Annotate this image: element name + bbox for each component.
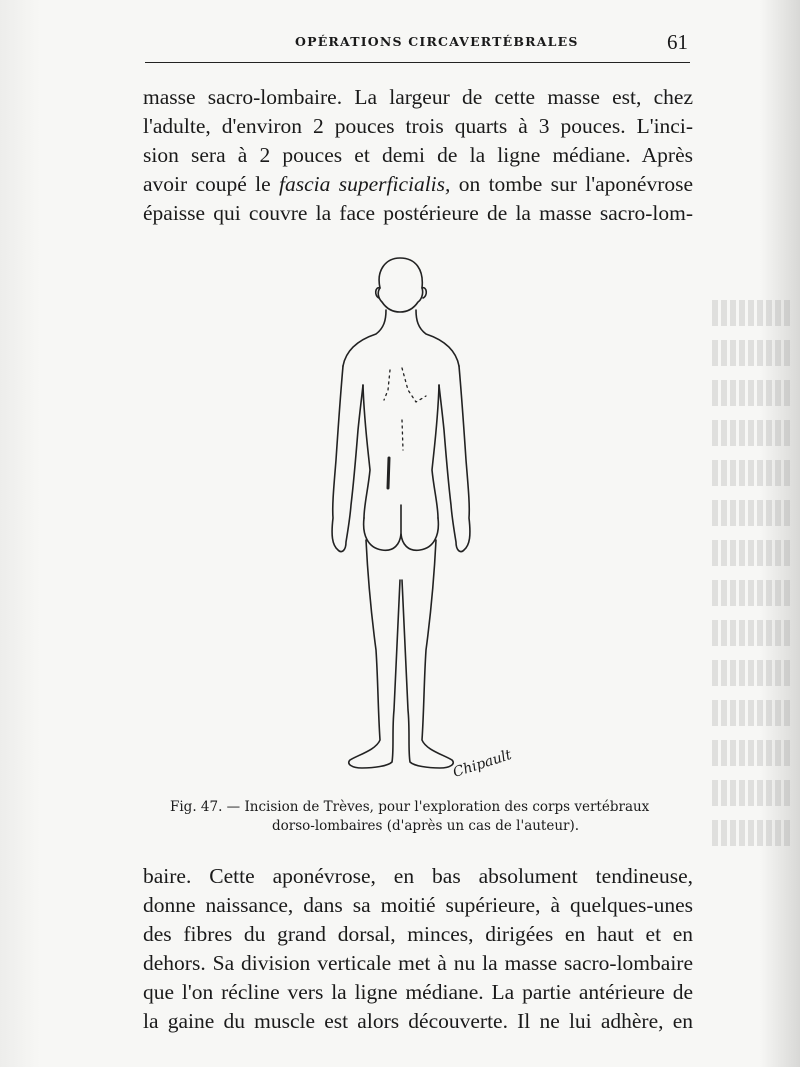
bleed-line — [712, 300, 792, 326]
figure-dotted-spine — [402, 420, 403, 450]
text-line: dehors. Sa division verticale met à nu la masse sacro-lombaire — [143, 951, 693, 975]
running-head — [145, 28, 690, 58]
figure-neck-shoulders — [343, 310, 459, 366]
figure-caption — [170, 798, 670, 836]
running-head-title: OPÉRATIONS CIRCAVERTÉBRALES — [295, 34, 579, 49]
text-line: épaisse qui couvre la face postérieure de la masse sacro-lom- — [143, 201, 693, 225]
bleed-line — [712, 340, 792, 366]
bottom-paragraph — [143, 862, 693, 1036]
bleed-line — [712, 420, 792, 446]
bleed-line — [712, 740, 792, 766]
bleed-line — [712, 700, 792, 726]
text-line: que l'on récline vers la ligne médiane. La partie antérieure de — [143, 980, 693, 1004]
anatomical-figure-back-view — [318, 250, 518, 790]
header-rule — [145, 62, 690, 63]
text-segment: on tombe sur l'aponévrose — [458, 172, 694, 196]
figure-left-arm — [332, 366, 363, 552]
bleed-line — [712, 540, 792, 566]
text-line: la gaine du muscle est alors découverte. Il ne lui adhère, en — [143, 1009, 693, 1033]
artist-signature: Chipault — [451, 747, 514, 781]
top-paragraph — [143, 83, 693, 228]
figure-right-arm — [439, 366, 470, 552]
bleed-line — [712, 780, 792, 806]
bleed-line — [712, 500, 792, 526]
bleed-line — [712, 620, 792, 646]
bleed-line — [712, 580, 792, 606]
bleed-line — [712, 660, 792, 686]
page-number: 61 — [667, 30, 688, 54]
caption-line: dorso-lombaires (d'après un cas de l'auteur). — [272, 818, 580, 834]
caption-line: Fig. 47. — Incision de Trèves, pour l'exploration des corps vertébraux — [170, 799, 650, 815]
text-line: l'adulte, d'environ 2 pouces trois quarts à 3 pouces. L'inci- — [143, 114, 693, 138]
figure-right-leg — [402, 540, 453, 768]
figure-torso-right — [432, 385, 439, 518]
text-line-with-italic — [143, 170, 693, 199]
text-segment: avoir coupé le — [143, 172, 271, 196]
italic-term: fascia superficialis, — [279, 172, 451, 196]
figure-left-leg — [349, 540, 400, 768]
text-line: sion sera à 2 pouces et demi de la ligne médiane. Après — [143, 143, 693, 167]
figure-torso-left — [363, 385, 370, 518]
text-line: des fibres du grand dorsal, minces, dirigées en haut et en — [143, 922, 693, 946]
text-line: donne naissance, dans sa moitié supérieure, à quelques-unes — [143, 893, 693, 917]
show-through-text — [712, 300, 792, 880]
text-line: masse sacro-lombaire. La largeur de cette masse est, chez — [143, 85, 693, 109]
bleed-line — [712, 380, 792, 406]
figure-dotted-line-left — [384, 370, 390, 400]
bleed-line — [712, 820, 792, 846]
figure-head — [378, 258, 422, 312]
bleed-line — [712, 460, 792, 486]
figure-incision-mark — [388, 458, 389, 488]
text-line: baire. Cette aponévrose, en bas absolument tendineuse, — [143, 864, 693, 888]
figure-dotted-line-right — [402, 368, 426, 402]
